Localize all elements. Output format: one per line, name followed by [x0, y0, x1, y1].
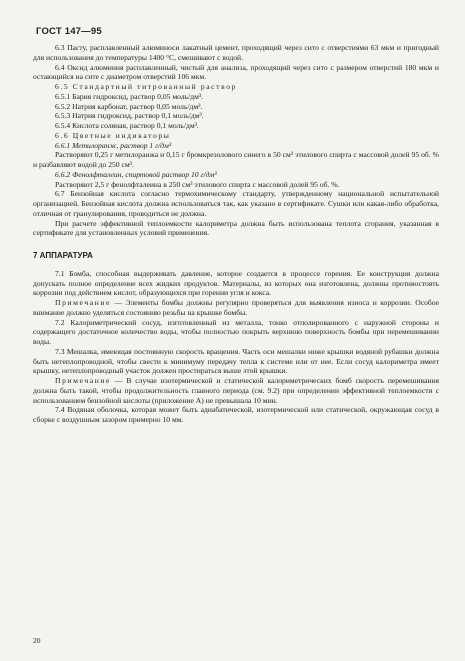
paragraph-6-3: 6.3 Пасту, расплавленный алюминоси лакатный цемент, проходящий через сито с отверстиями 63 мкм и пригодный для использования до температуры 1400 °С, смешивают с водой. [33, 43, 439, 62]
paragraph-6-6-2-body: Растворяют 2,5 г фенолфталеина в 250 см³ этилового спирта с массовой долей 95 об. %. [55, 179, 340, 189]
document-body [33, 43, 439, 425]
section-7-title: 7 АППАРАТУРА [33, 251, 93, 260]
subheading-6-5: 6.5 Стандартный титрованный раствор [55, 82, 237, 91]
page-number: 20 [33, 636, 41, 645]
paragraph-6-7: 6.7 Бензойная кислота согласно термохимическому стандарту, утвержденному национальной испытательной организацией. Бензойная кислота должна использоваться так, как указано в сертификате. Сушки или какая-либо обработка, отличная от гранулирования, проводиться не должна. [33, 189, 439, 218]
note-text: — В случае изотермической и статической калориметрических бомб скорость перемешивания должна быть такой, чтобы продолжительность главного периода (см. 9.2) при определении эффективной теплоемкости с использованием бензойной кислоты (приложение А) не превышала 10 мин. [33, 376, 439, 405]
paragraph-6-5-3: 6.5.3 Натрия гидроксид, раствор 0,1 моль/дм³. [55, 111, 204, 121]
paragraph-7-3: 7.3 Мешалка, имеющая постоянную скорость вращения. Часть оси мешалки ниже крышки водяной рубашки должна быть нетеплопроводной, чтобы свести к минимуму передачу тепла к системе или от нее. Если сосуд калориметра имеет крышку, нетеплопроводный участок должен простираться выше этой крышки. [33, 346, 439, 376]
paragraph-6-6-1: 6.6.1 Метилоранж, раствор 1 г/дм³ [55, 140, 172, 150]
note-7-3 [33, 376, 439, 405]
paragraph-6-5-4: 6.5.4 Кислота соляная, раствор 0,1 моль/дм³. [55, 121, 199, 130]
note-7-1 [33, 298, 439, 318]
subheading-6-6: 6.6 Цветные индикаторы [55, 130, 171, 140]
paragraph-6-5-1: 6.5.1 Бария гидроксид, раствор 0,05 моль/дм³. [55, 91, 204, 101]
paragraph-7-1: 7.1 Бомба, способная выдерживать давление, которое создается в процессе горения. Ее конструкция должна допускать полное определение всех жидких продуктов. Материалы, из которых она изготовлена, должны противостоять коррозии под действием кислот, образующихся при горении угля и кокса. [33, 268, 439, 298]
note-label: Примечание [55, 376, 112, 385]
paragraph-7-4: 7.4 Водяная оболочка, которая может быть адиабатической, изотермической или статической, окружающая сосуд в сборке с воздушным зазором примерно 10 мм. [33, 405, 439, 424]
paragraph-7-2: 7.2 Калориметрический сосуд, изготовленный из металла, тонко отполированного с наружной стороны и содержащего достаточное количество воды, чтобы полностью покрыть верхнюю поверхность бомбы при перемешивании воды. [33, 317, 439, 346]
paragraph-6-6-2: 6.6.2 Фенолфталеин, спиртовой раствор 10 г/дм³ [55, 169, 217, 179]
page-header: ГОСТ 147—95 [36, 26, 102, 37]
paragraph-6-4: 6.4 Оксид алюминия расплавленный, чистый для анализа, проходящий через сито с размером отверстий 180 мкм и остающийся на сите с диаметром отверстий 106 мкм. [33, 62, 439, 82]
note-label: Примечание [55, 298, 112, 307]
paragraph-6-6-1-body: Растворяют 0,25 г метилоранжа и 0,15 г бромкрезолового синего в 50 см³ этилового спирта с массовой долей 95 об. % и разбавляют водой до 250 см³. [33, 150, 439, 169]
paragraph-6-7-note: При расчете эффективной теплоемкости калориметра должна быть использована теплота сгорания, указанная в сертификате для установленных условий применения. [33, 218, 439, 238]
note-text: — Элементы бомбы должны регулярно проверяться для выявления износа и коррозии. Особое внимание должно уделяться состоянию резьбы на крышке бомбы. [33, 298, 439, 317]
paragraph-6-5-2: 6.5.2 Натрия карбонат, раствор 0,05 моль/дм³. [55, 101, 203, 111]
